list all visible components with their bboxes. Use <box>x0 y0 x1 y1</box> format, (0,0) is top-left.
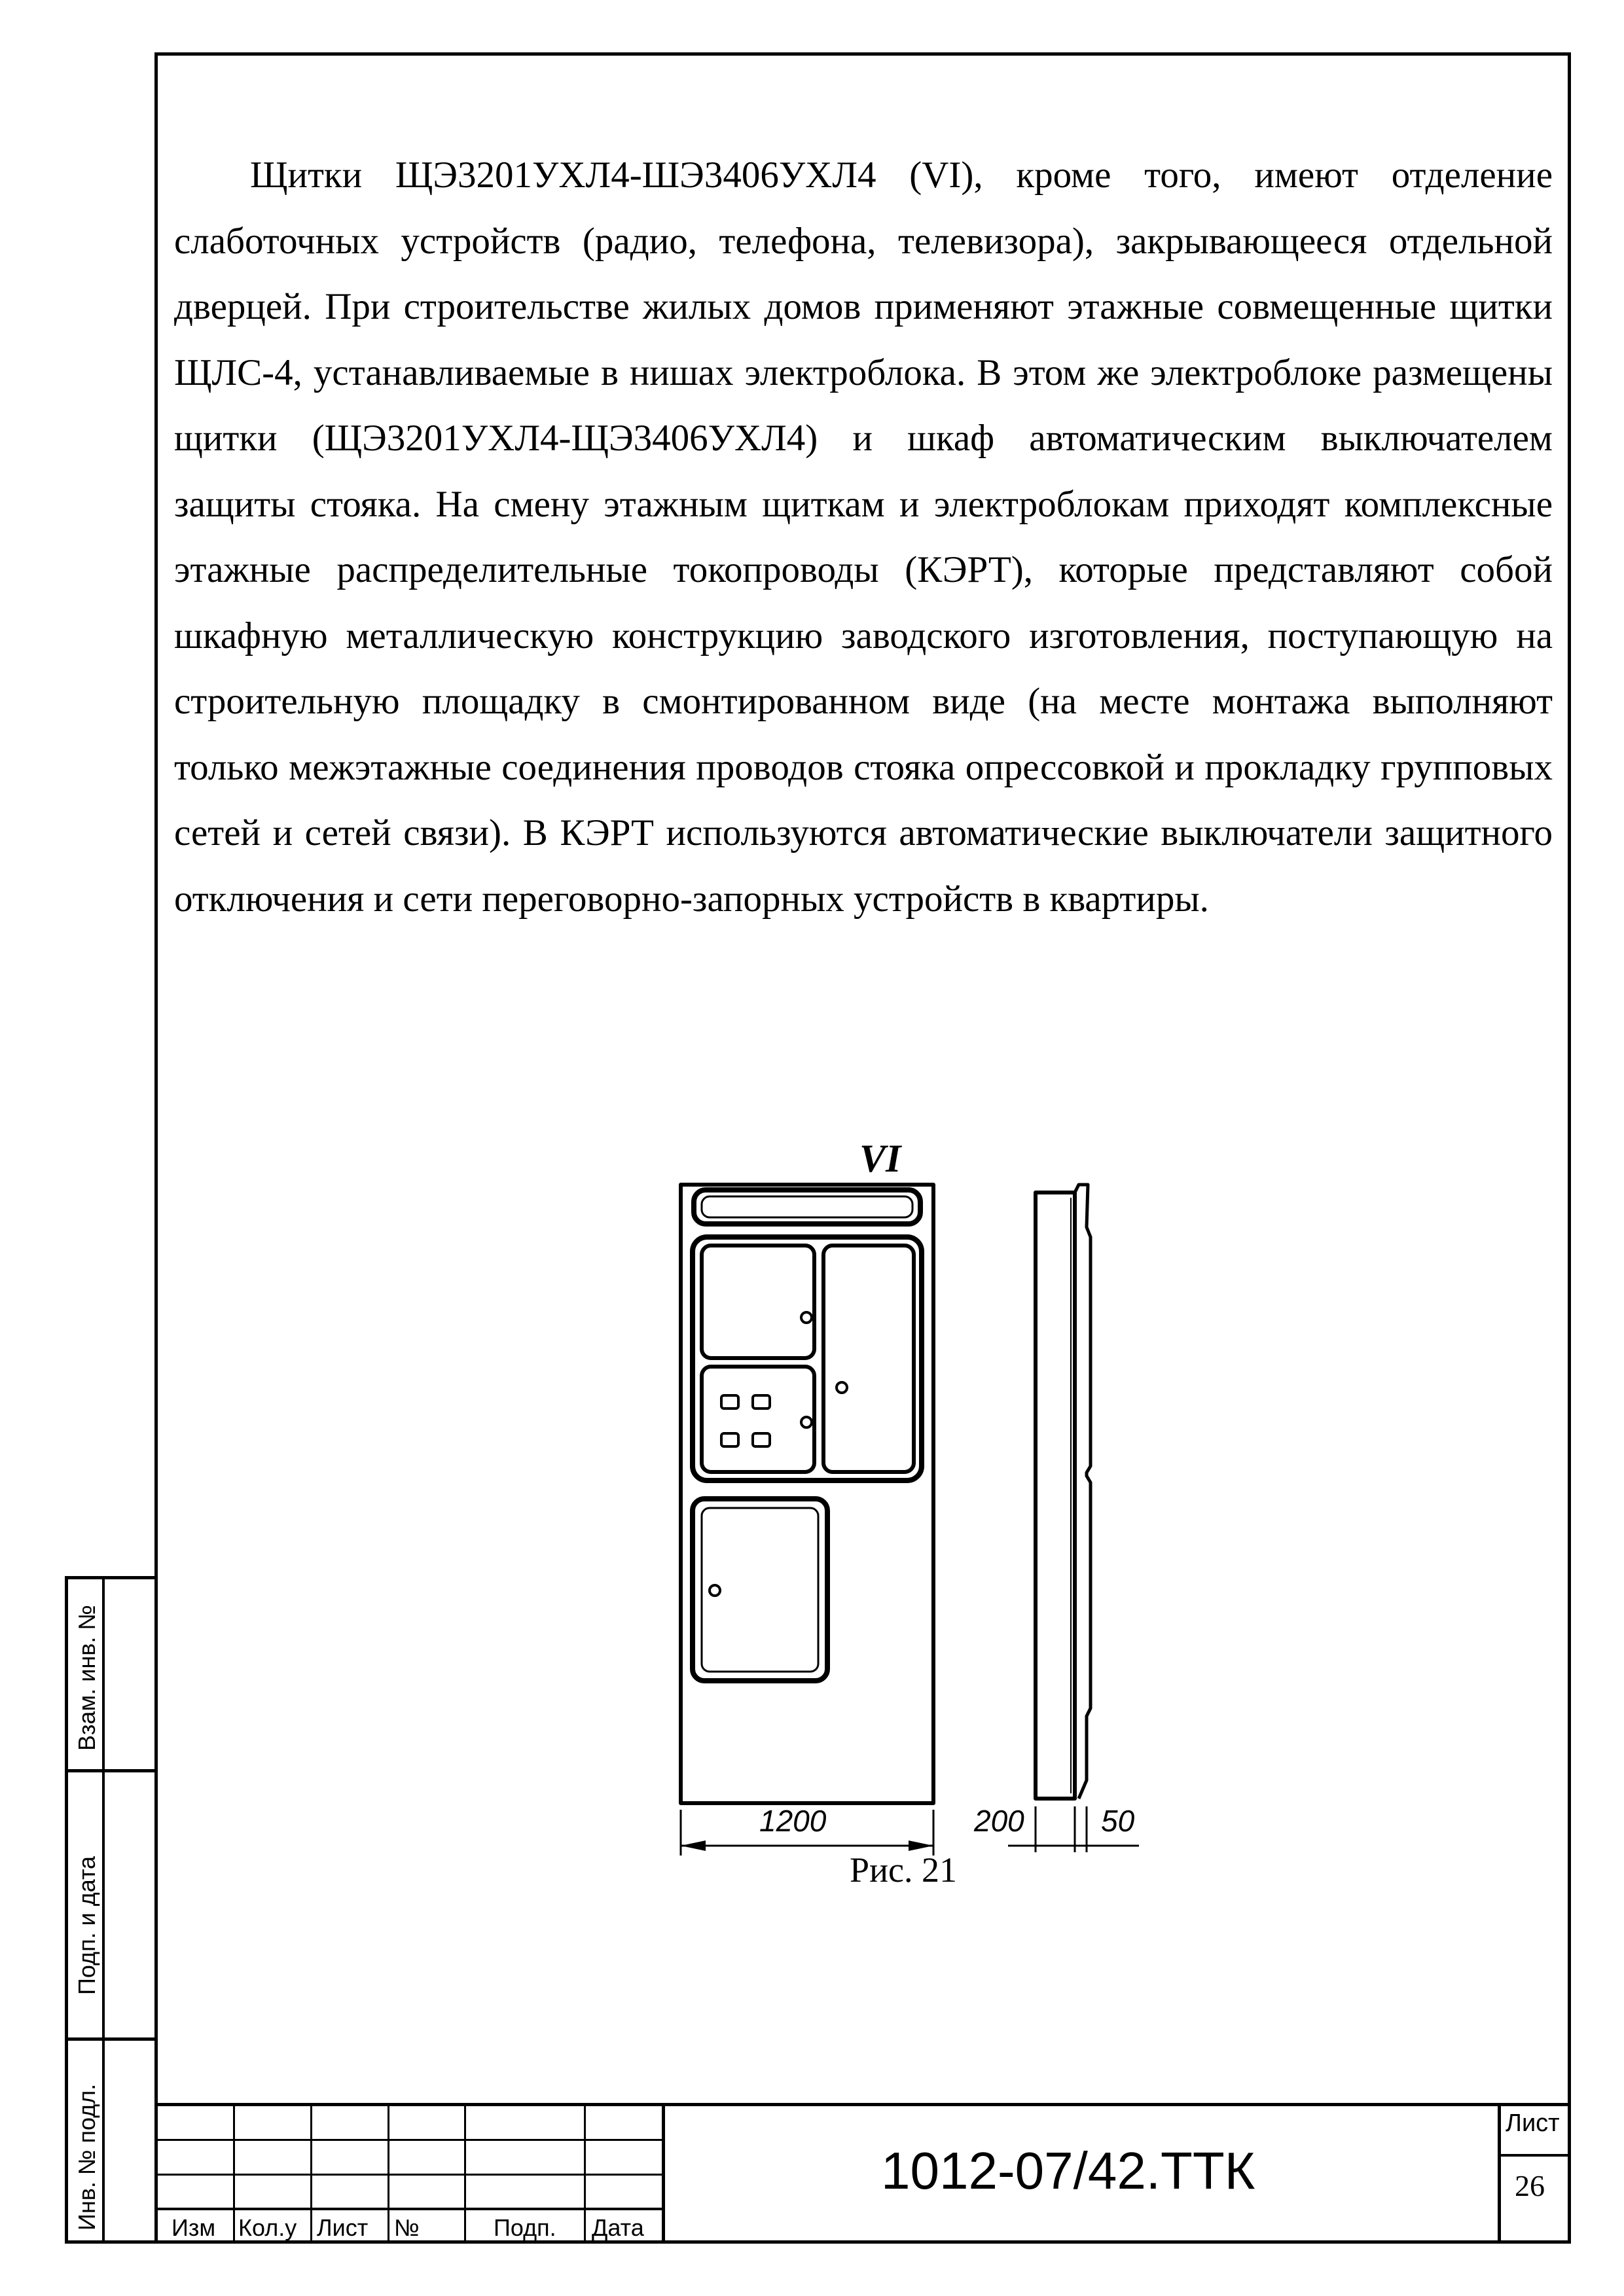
document-code: 1012-07/42.ТТК <box>881 2142 1255 2200</box>
dim-width-label: 1200 <box>759 1804 827 1838</box>
figure-caption: Рис. 21 <box>850 1850 957 1890</box>
right-door <box>823 1246 914 1472</box>
meter-door <box>702 1246 814 1358</box>
header-number: № <box>394 2214 420 2241</box>
side-strip <box>65 1576 154 2244</box>
side-cell-replacement <box>68 1579 154 1772</box>
side-label-replacement: Взам. инв. № <box>73 1604 100 1751</box>
front-view-body <box>681 1185 933 1803</box>
side-view-body <box>1036 1193 1075 1799</box>
side-label-signature-date: Подп. и дата <box>73 1856 100 1995</box>
side-label-original-inv: Инв. № подл. <box>73 2083 100 2231</box>
header-change: Изм <box>171 2214 216 2241</box>
dim-depth-label: 200 <box>974 1804 1024 1838</box>
header-quantity: Кол.у <box>238 2214 297 2241</box>
side-cell-original-inv <box>68 2041 154 2244</box>
figure-roman-label: VI <box>859 1137 901 1180</box>
sheet-number: 26 <box>1515 2169 1545 2202</box>
panel-drawing <box>628 1132 1204 1859</box>
header-date: Дата <box>592 2214 644 2241</box>
figure-panel-shield <box>628 1132 1204 1859</box>
low-current-compartment <box>694 1190 920 1224</box>
side-cell-signature-date <box>68 1772 154 2041</box>
title-block <box>154 2103 1571 2244</box>
body-paragraph: Щитки ЩЭ3201УХЛ4-ШЭ3406УХЛ4 (VI), кроме того, имеют отделение слаботочных устройств (радио, телефона, телевизора), закрывающееся отдельной дверцей. При строительстве жилых домов применяют этажные совмещенные щитки ЩЛС-4, устанавливаемые в нишах электроблока. В этом же электроблоке размещены щитки (ЩЭ3201УХЛ4-ЩЭ3406УХЛ4) и шкаф автоматическим выключателем защиты стояка. На смену этажным щиткам и электроблокам приходят комплексные этажные распределительные токопроводы (КЭРТ), которые представляют собой шкафную металлическую конструкцию заводского изготовления, поступающую на строительную площадку в смонтированном виде (на месте монтажа выполняют только межэтажные соединения проводов стояка опрессовкой и прокладку групповых сетей и сетей связи). В КЭРТ используются автоматические выключатели защитного отключения и сети переговорно-запорных устройств в квартиры. <box>174 154 1553 920</box>
body-text <box>174 143 1553 932</box>
lower-compartment <box>693 1499 827 1681</box>
switch-door <box>702 1367 814 1472</box>
dim-door-label: 50 <box>1101 1804 1135 1838</box>
sheet-label: Лист <box>1506 2109 1560 2137</box>
header-signature: Подп. <box>494 2214 556 2241</box>
header-sheet: Лист <box>317 2214 369 2241</box>
